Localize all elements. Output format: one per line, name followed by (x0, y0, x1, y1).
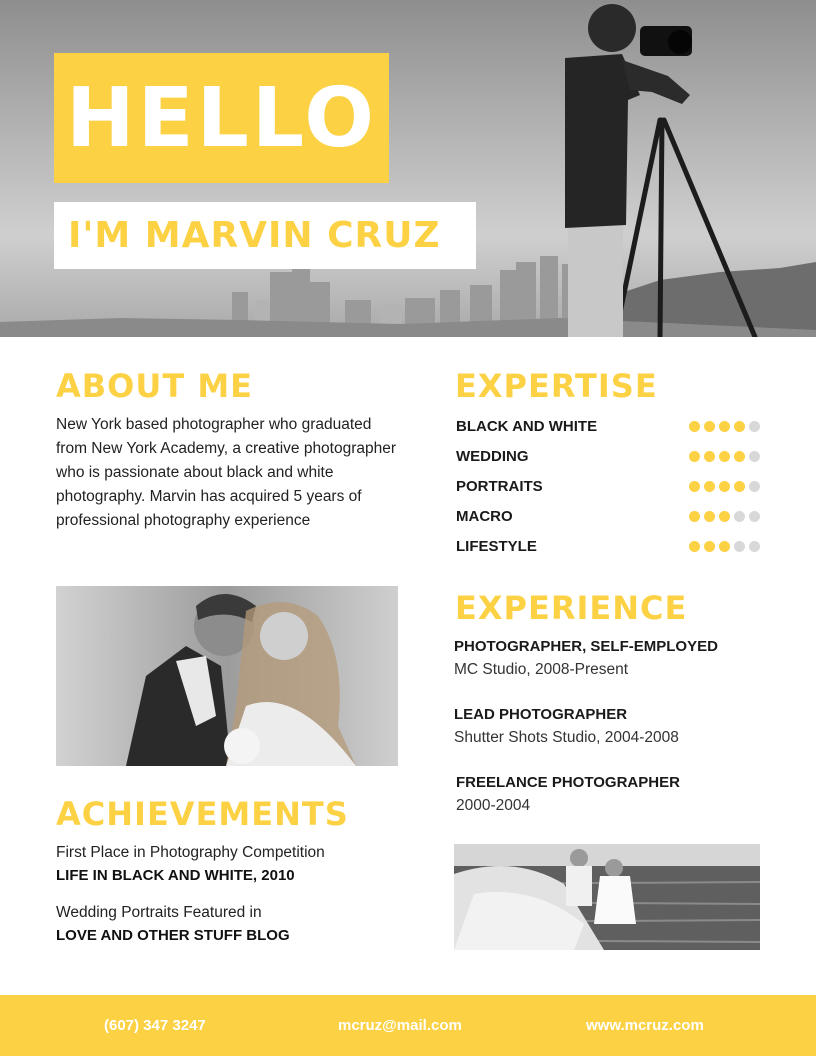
rating-dot-filled (689, 541, 700, 552)
rating-dot-filled (689, 481, 700, 492)
rating-dot-empty (749, 481, 760, 492)
rating-dot-filled (719, 421, 730, 432)
hello-title: HELLO (66, 71, 377, 166)
rating-dot-empty (734, 511, 745, 522)
job-detail: Shutter Shots Studio, 2004-2008 (454, 729, 679, 746)
rating-dot-filled (704, 421, 715, 432)
rating-dot-empty (749, 421, 760, 432)
rating-dot-filled (719, 511, 730, 522)
hello-banner (54, 53, 389, 183)
skill-rating (689, 541, 760, 552)
achievement-title: LIFE IN BLACK AND WHITE, 2010 (56, 867, 295, 884)
achievement-line: First Place in Photography Competition (56, 844, 325, 861)
contact-footer (0, 995, 816, 1056)
job-title: PHOTOGRAPHER, SELF-EMPLOYED (454, 638, 718, 655)
experience-heading: EXPERIENCE (455, 589, 688, 627)
achievement-item (56, 904, 416, 944)
skill-name: LIFESTYLE (456, 537, 537, 555)
rating-dot-filled (734, 421, 745, 432)
skill-row (456, 475, 760, 497)
rating-dot-filled (704, 511, 715, 522)
expertise-heading: EXPERTISE (455, 367, 658, 405)
skill-name: MACRO (456, 507, 513, 525)
rating-dot-filled (704, 451, 715, 462)
skill-rating (689, 451, 760, 462)
skill-name: PORTRAITS (456, 477, 543, 495)
job-title: FREELANCE PHOTOGRAPHER (456, 774, 680, 791)
skill-rating (689, 511, 760, 522)
rating-dot-empty (749, 541, 760, 552)
job-title: LEAD PHOTOGRAPHER (454, 706, 628, 723)
rating-dot-empty (734, 541, 745, 552)
skill-row (456, 445, 760, 467)
footer-phone: (607) 347 3247 (104, 1017, 206, 1034)
skill-row (456, 415, 760, 437)
achievement-title: LOVE AND OTHER STUFF BLOG (56, 927, 290, 944)
rating-dot-filled (704, 481, 715, 492)
skill-row (456, 535, 760, 557)
beach-couple-photo (454, 844, 760, 950)
job-entry (454, 638, 774, 679)
job-detail: MC Studio, 2008-Present (454, 661, 629, 678)
job-detail: 2000-2004 (456, 797, 531, 814)
name-banner (54, 202, 476, 269)
rating-dot-filled (704, 541, 715, 552)
achievements-heading: ACHIEVEMENTS (56, 795, 349, 833)
achievement-line: Wedding Portraits Featured in (56, 904, 262, 921)
job-entry (454, 706, 774, 747)
job-entry (456, 774, 776, 815)
footer-website[interactable]: www.mcruz.com (586, 1017, 704, 1034)
about-heading: ABOUT ME (56, 367, 254, 405)
rating-dot-filled (689, 421, 700, 432)
rating-dot-empty (749, 451, 760, 462)
rating-dot-filled (734, 451, 745, 462)
skill-rating (689, 481, 760, 492)
achievement-item (56, 844, 416, 884)
rating-dot-filled (719, 451, 730, 462)
rating-dot-filled (689, 511, 700, 522)
footer-email[interactable]: mcruz@mail.com (338, 1017, 462, 1034)
skill-row (456, 505, 760, 527)
about-body: New York based photographer who graduated from New York Academy, a creative photographer who is passionate about black and white photography. Marvin has acquired 5 years of professional photography experience (56, 416, 397, 529)
rating-dot-filled (734, 481, 745, 492)
skill-name: WEDDING (456, 447, 529, 465)
rating-dot-filled (719, 541, 730, 552)
rating-dot-filled (689, 451, 700, 462)
rating-dot-empty (749, 511, 760, 522)
rating-dot-filled (719, 481, 730, 492)
wedding-couple-photo (56, 586, 398, 766)
name-title: I'M MARVIN CRUZ (68, 214, 441, 256)
skill-name: BLACK AND WHITE (456, 417, 598, 435)
skill-rating (689, 421, 760, 432)
